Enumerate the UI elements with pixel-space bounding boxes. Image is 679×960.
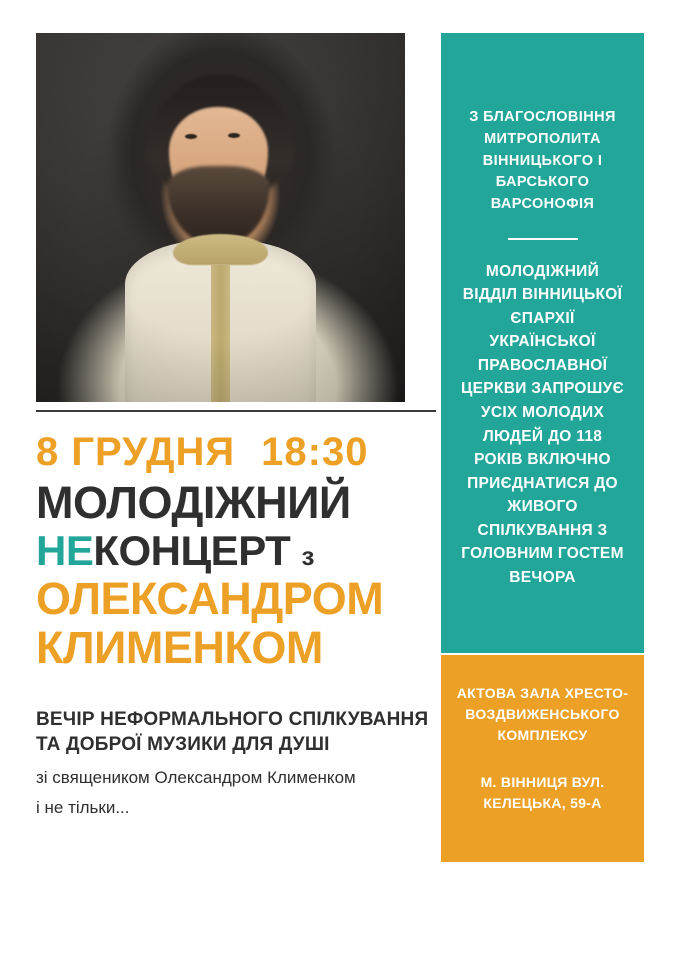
headline-ne: НЕ: [36, 526, 94, 574]
event-time: 18:30: [261, 430, 369, 474]
blessing-text: З БЛАГОСЛОВІННЯ МИТРОПОЛИТА ВІННИЦЬКОГО І БАРСЬКОГО ВАРСОНОФІЯ: [469, 109, 616, 212]
invitation-text: МОЛОДІЖНИЙ ВІДДІЛ ВІННИЦЬКОЇ ЄПАРХІЇ УКРАЇНСЬКОЇ ПРАВОСЛАВНОЇ ЦЕРКВИ ЗАПРОШУЄ УСІХ МОЛОДИХ ЛЮДЕЙ ДО 118 РОКІВ ВКЛЮЧНО ПРИЄДНАТИСЯ ДО ЖИВОГО СПІЛКУВАННЯ З ГОЛОВНИМ ГОСТЕМ ВЕЧОРА: [461, 262, 624, 586]
venue-name: АКТОВА ЗАЛА ХРЕСТО-ВОЗДВИЖЕНСЬКОГО КОМПЛЕКСУ: [456, 685, 629, 743]
main-text-column: [36, 410, 436, 819]
description-line-2: зі священиком Олександром Клименком: [36, 767, 356, 787]
speaker-portrait: [36, 33, 405, 402]
panel-divider: [508, 238, 578, 240]
portrait-image: [36, 33, 405, 402]
headline-primary: МОЛОДІЖНИЙ: [36, 477, 351, 528]
headline-z: з: [301, 540, 315, 571]
venue-panel: [441, 655, 644, 862]
event-date: 8 ГРУДНЯ: [36, 430, 236, 474]
venue-address: М. ВІННИЦЯ ВУЛ. КЕЛЕЦЬКА, 59-А: [480, 774, 605, 811]
description-block: [36, 707, 436, 820]
description-line-1: ВЕЧІР НЕФОРМАЛЬНОГО СПІЛКУВАННЯ ТА ДОБРОЇ МУЗИКИ ДЛЯ ДУШІ: [36, 708, 429, 756]
date-time-line: [36, 432, 436, 472]
headline-secondary: [36, 526, 436, 574]
headline-guest-name: ОЛЕКСАНДРОМ КЛИМЕНКОМ: [36, 573, 384, 673]
headline-koncert: КОНЦЕРТ: [93, 526, 291, 574]
description-line-3: і не тільки...: [36, 797, 130, 817]
blessing-panel: [441, 33, 644, 653]
horizontal-rule: [36, 410, 436, 412]
portrait-vignette: [36, 33, 405, 402]
